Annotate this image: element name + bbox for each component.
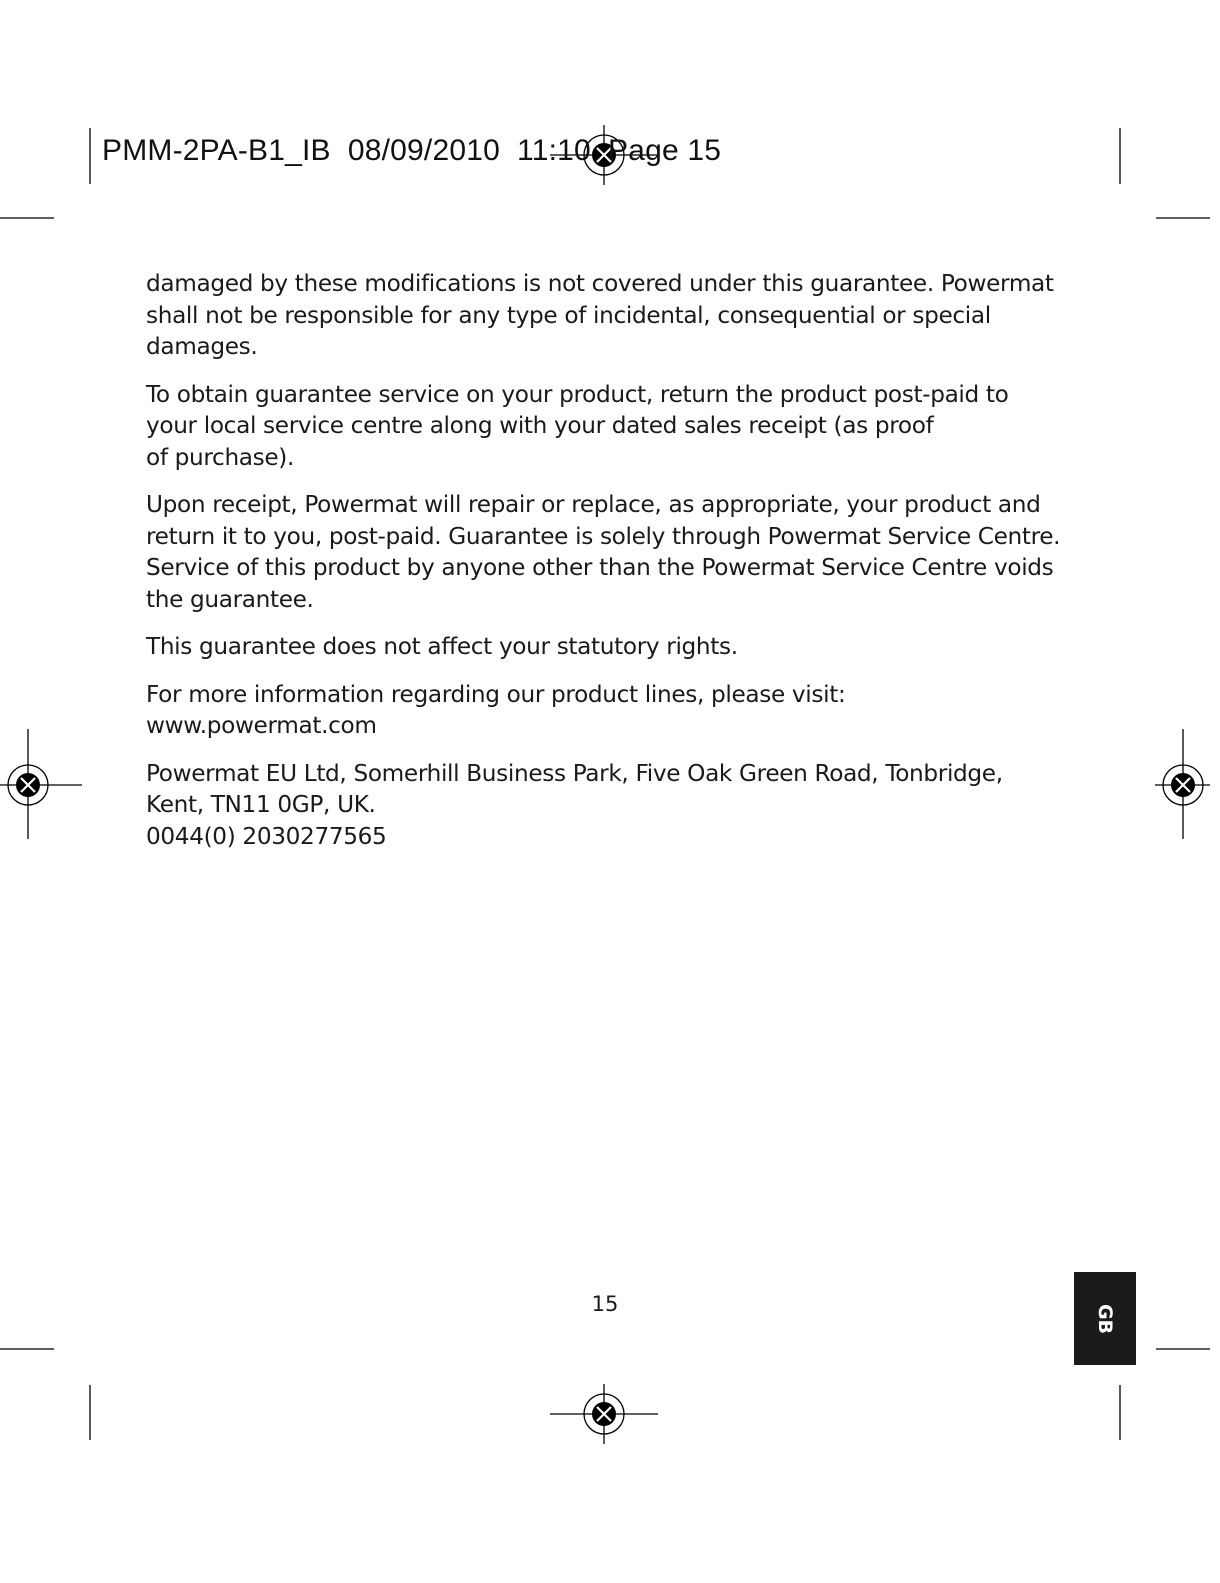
language-tab-label: GB bbox=[1093, 1303, 1116, 1334]
text-line: For more information regarding our product lines, please visit: bbox=[146, 680, 846, 708]
text-line: This guarantee does not affect your statutory rights. bbox=[146, 633, 738, 660]
text-line: damages. bbox=[146, 333, 258, 360]
text-line: damaged by these modifications is not covered under this guarantee. Powermat bbox=[146, 270, 1054, 297]
paragraph bbox=[146, 379, 1086, 474]
text-line: To obtain guarantee service on your product, return the product post-paid to bbox=[146, 380, 1009, 408]
text-line: your local service centre along with your dated sales receipt (as proof bbox=[146, 412, 934, 439]
text-line: shall not be responsible for any type of incidental, consequential or special bbox=[146, 301, 991, 329]
registration-mark-icon bbox=[1155, 729, 1210, 839]
address-line: Powermat EU Ltd, Somerhill Business Park, Five Oak Green Road, Tonbridge, bbox=[146, 759, 1003, 787]
paragraph bbox=[146, 631, 1086, 663]
registration-mark-icon bbox=[550, 1384, 658, 1444]
paragraph bbox=[146, 758, 1086, 853]
phone-number: 0044(0) 2030277565 bbox=[146, 822, 387, 850]
registration-mark-icon bbox=[0, 729, 82, 839]
website-link[interactable]: www.powermat.com bbox=[146, 712, 377, 739]
language-tab bbox=[1074, 1272, 1136, 1365]
text-line: of purchase). bbox=[146, 443, 295, 471]
text-line: return it to you, post-paid. Guarantee is solely through Powermat Service Centre. bbox=[146, 522, 1061, 550]
paragraph bbox=[146, 679, 1086, 742]
print-slug-line: PMM-2PA-B1_IB 08/09/2010 11:10 Page 15 bbox=[102, 134, 722, 167]
text-line: Service of this product by anyone other than the Powermat Service Centre voids bbox=[146, 554, 1054, 581]
address-line: Kent, TN11 0GP, UK. bbox=[146, 791, 376, 818]
paragraph bbox=[146, 268, 1086, 363]
text-line: Upon receipt, Powermat will repair or replace, as appropriate, your product and bbox=[146, 491, 1041, 518]
page-number: 15 bbox=[591, 1292, 619, 1316]
paragraph bbox=[146, 489, 1086, 615]
text-line: the guarantee. bbox=[146, 585, 314, 613]
guarantee-text bbox=[146, 268, 1086, 868]
